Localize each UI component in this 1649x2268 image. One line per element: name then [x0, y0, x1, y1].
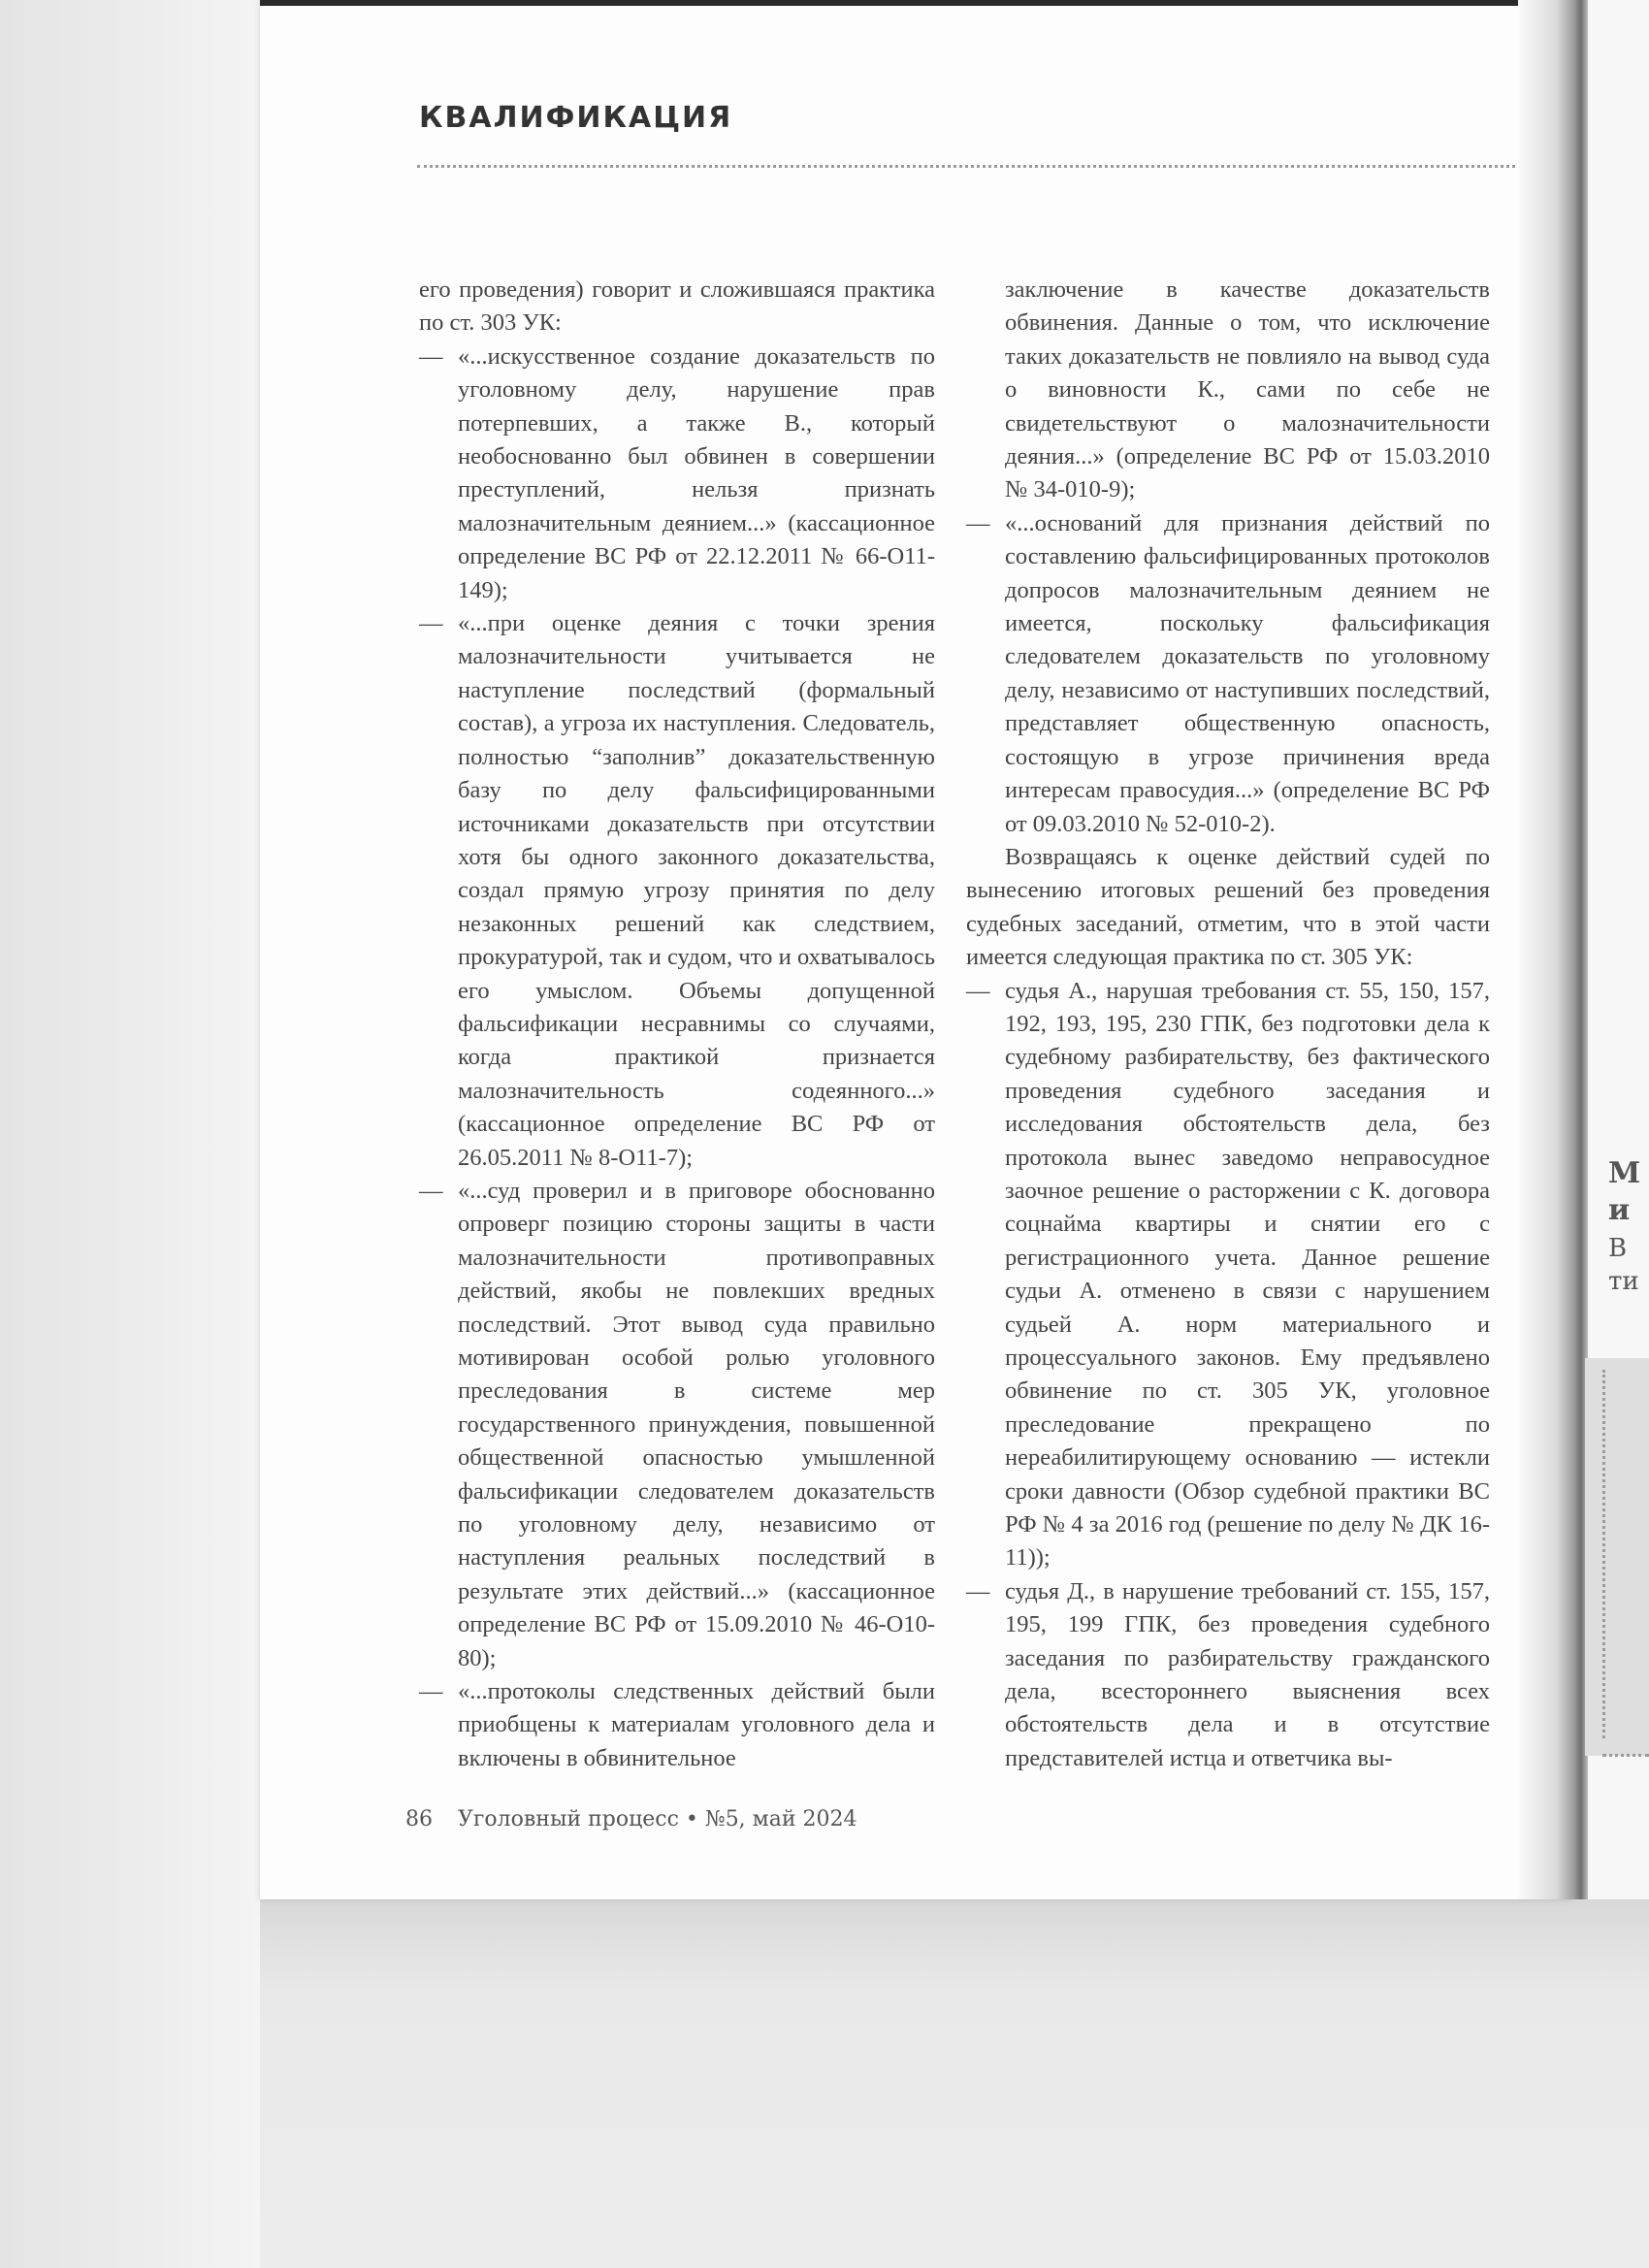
left-quote-list	[419, 340, 935, 1775]
list-item: — «...искусственное создание доказательств по уголовному делу, нарушение прав потерпевших, а также В., который необоснованно был обвинен в совершении преступлений, нельзя признать малозначительным деянием...» (кассационное определение ВС РФ от 22.12.2011 № 66-О11-149);	[419, 340, 935, 607]
page-top-edge	[260, 0, 1649, 6]
list-item-continuation: заключение в качестве доказательств обвинения. Данные о том, что исключение таких доказательств не повлияло на вывод суда о виновности К., сами по себе не свидетельствуют о малозначительности деяния...» (определение ВС РФ от 15.03.2010 № 34-010-9);	[1005, 276, 1490, 503]
header-dotted-rule	[417, 165, 1649, 168]
list-item: — «...оснований для признания действий по составлению фальсифицированных протоколов допросов малозначительным деянием не имеется, поскольку фальсификация следователем доказательств по уголовному делу, независимо от наступивших последствий, представляет общественную опасность, состоящую в угрозе причинения вреда интересам правосудия...» (определение ВС РФ от 09.03.2010 № 52-010-2).	[966, 507, 1490, 841]
next-page-box-border-bottom	[1602, 1754, 1649, 1757]
list-item: — «...протоколы следственных действий были приобщены к материалам уголовного дела и включены в обвинительное	[419, 1675, 935, 1775]
right-column	[966, 274, 1490, 1775]
scan-background	[0, 0, 260, 2268]
list-item: — «...при оценке деяния с точки зрения малозначительности учитывается не наступление последствий (формальный состав), а угроза их наступления. Следователь, полностью “заполнив” доказательственную базу по делу фальсифицированными источниками доказательств при отсутствии хотя бы одного законного доказательства, создал прямую угрозу принятия по делу незаконных решений как следствием, прокуратурой, так и судом, что и охватывалось его умыслом. Объемы допущенной фальсификации несравнимы со случаями, когда практикой признается малозначительность содеянного...» (кассационное определение ВС РФ от 26.05.2011 № 8-О11-7);	[419, 607, 935, 1175]
scan-background-bottom	[260, 1899, 1649, 2268]
next-page-text-fragment: В	[1608, 1234, 1628, 1263]
list-item: — «...суд проверил и в приговоре обоснованно опроверг позицию стороны защиты в части малозначительности противоправных действий, якобы не повлекших вредных последствий. Этот вывод суда правильно мотивирован особой ролью уголовного преследования в системе мер государственного принуждения, повышенной общественной опасностью умышленной фальсификации следователем доказательств по уголовному делу, независимо от наступления реальных последствий в результате этих действий...» (кассационное определение ВС РФ от 15.09.2010 № 46-О10-80);	[419, 1175, 935, 1675]
left-intro: его проведения) говорит и сложившаяся практика по ст. 303 УК:	[419, 276, 935, 337]
page-footer	[405, 1807, 857, 1831]
next-page-text-fragment: ти	[1608, 1267, 1639, 1296]
next-page-heading-fragment: и	[1608, 1193, 1631, 1227]
right-practice-list	[966, 975, 1490, 1776]
list-item: — судья А., нарушая требования ст. 55, 150, 157, 192, 193, 195, 230 ГПК, без подготовки дела к судебному разбирательству, без фактического проведения судебного заседания и исследования обстоятельств дела, без протокола вынес заведомо неправосудное заочное решение о расторжении с К. договора соцнайма квартиры и снятии его с регистрационного учета. Данное решение судьи А. отменено в связи с нарушением судьей А. норм материального и процессуального законов. Ему предъявлено обвинение по ст. 305 УК, уголовное преследование прекращено по нереабилитирующему основанию — истекли сроки давности (Обзор судебной практики ВС РФ № 4 за 2016 год (решение по делу № ДК 16-11));	[966, 975, 1490, 1575]
page-number: 86	[405, 1807, 433, 1831]
right-quote-list	[966, 274, 1490, 841]
body-paragraph: Возвращаясь к оценке действий судей по вынесению итоговых решений без проведения судебных заседаний, отметим, что в этой части имеется следующая практика по ст. 305 УК:	[966, 843, 1490, 971]
book-spine-shadow	[1518, 0, 1588, 1899]
next-page-box-border	[1602, 1370, 1605, 1738]
section-title: КВАЛИФИКАЦИЯ	[419, 101, 733, 135]
list-item: — судья Д., в нарушение требований ст. 155, 157, 195, 199 ГПК, без проведения судебного заседания по разбирательству гражданского дела, всестороннего выяснения всех обстоятельств дела и в отсутствие представителей истца и ответчика вы-	[966, 1575, 1490, 1775]
journal-name: Уголовный процесс • №5, май 2024	[458, 1807, 857, 1831]
left-column	[419, 274, 935, 1775]
next-page-heading-fragment: М	[1608, 1156, 1641, 1190]
next-page-box	[1585, 1358, 1649, 1756]
